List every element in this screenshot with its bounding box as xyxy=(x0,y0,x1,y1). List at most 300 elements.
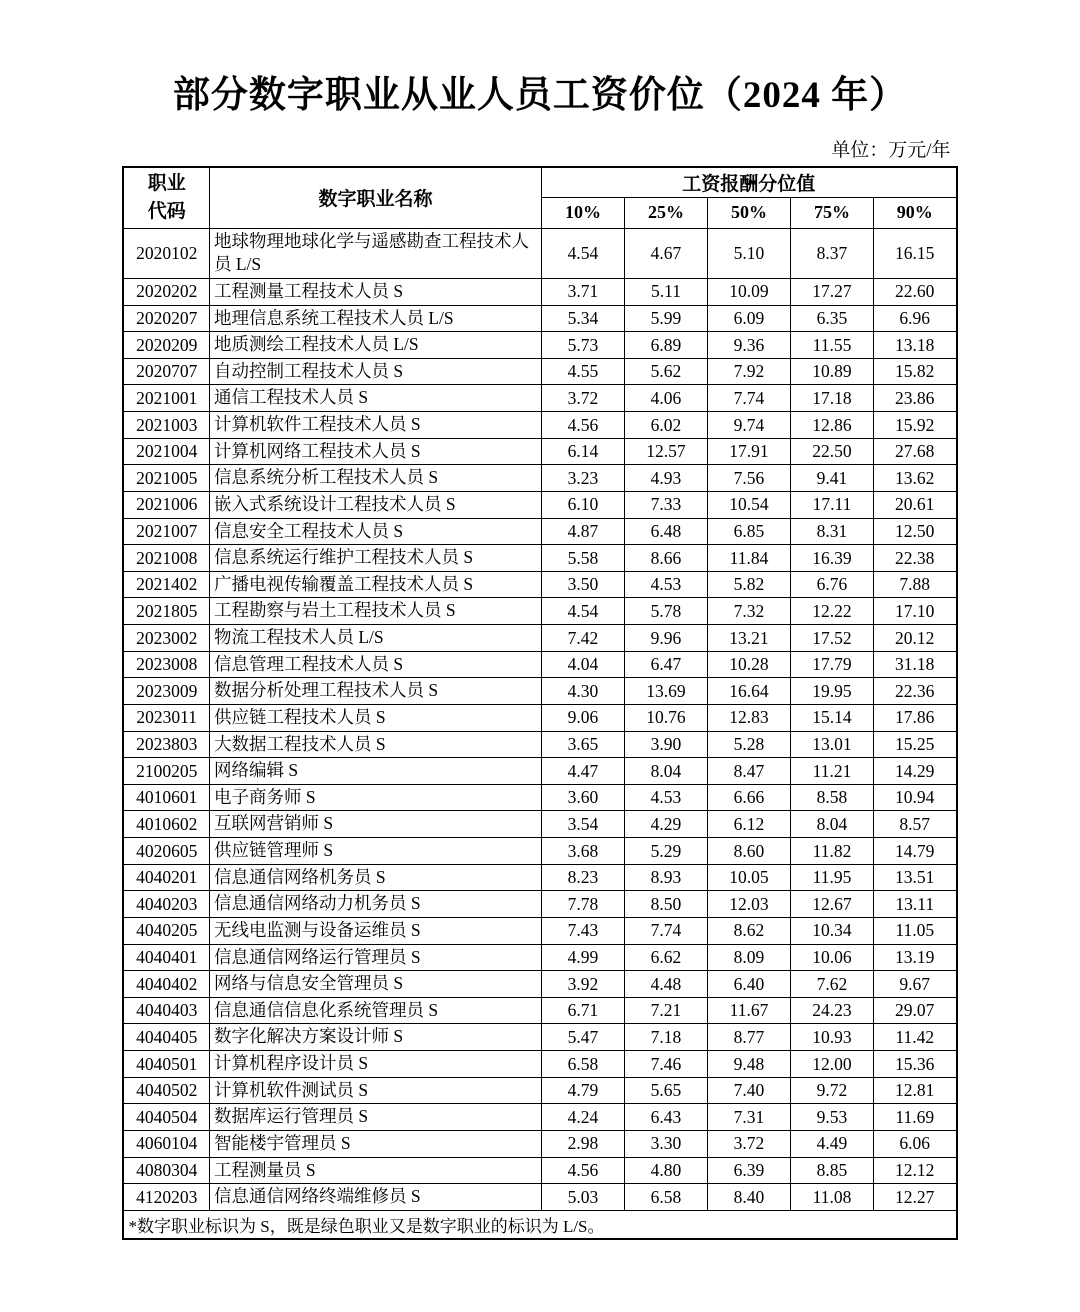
name-cell: 地质测绘工程技术人员 L/S xyxy=(209,332,541,359)
footnote-text: *数字职业标识为 S，既是绿色职业又是数字职业的标识为 L/S。 xyxy=(123,1210,956,1239)
table-row xyxy=(123,412,956,439)
value-cell: 8.57 xyxy=(873,811,956,838)
value-cell: 20.61 xyxy=(873,491,956,518)
value-cell: 8.85 xyxy=(790,1157,873,1184)
code-cell: 2021007 xyxy=(123,518,209,545)
code-cell: 4040203 xyxy=(123,891,209,918)
column-header-code-line2: 代码 xyxy=(147,200,186,222)
value-cell: 14.29 xyxy=(873,758,956,785)
table-row xyxy=(123,228,956,278)
name-cell: 信息通信网络机务员 S xyxy=(209,864,541,891)
table-row xyxy=(123,1184,956,1211)
value-cell: 6.09 xyxy=(707,305,790,332)
value-cell: 3.72 xyxy=(707,1130,790,1157)
table-row xyxy=(123,838,956,865)
value-cell: 16.64 xyxy=(707,678,790,705)
code-cell: 4040501 xyxy=(123,1051,209,1078)
code-cell: 4040504 xyxy=(123,1104,209,1131)
name-cell: 计算机程序设计员 S xyxy=(209,1051,541,1078)
value-cell: 31.18 xyxy=(873,651,956,678)
value-cell: 3.50 xyxy=(541,571,624,598)
table-row xyxy=(123,864,956,891)
value-cell: 5.47 xyxy=(541,1024,624,1051)
code-cell: 2020102 xyxy=(123,228,209,278)
value-cell: 7.78 xyxy=(541,891,624,918)
table-row xyxy=(123,1051,956,1078)
value-cell: 11.08 xyxy=(790,1184,873,1211)
value-cell: 7.56 xyxy=(707,465,790,492)
name-cell: 计算机软件测试员 S xyxy=(209,1077,541,1104)
name-cell: 供应链管理师 S xyxy=(209,838,541,865)
page-title: 部分数字职业从业人员工资价位（2024 年） xyxy=(172,75,908,116)
table-row xyxy=(123,1130,956,1157)
table-footer xyxy=(123,1210,956,1239)
value-cell: 29.07 xyxy=(873,997,956,1024)
table-row xyxy=(123,305,956,332)
value-cell: 4.79 xyxy=(541,1077,624,1104)
value-cell: 4.56 xyxy=(541,1157,624,1184)
value-cell: 8.31 xyxy=(790,518,873,545)
value-cell: 8.47 xyxy=(707,758,790,785)
value-cell: 3.60 xyxy=(541,784,624,811)
table-row xyxy=(123,678,956,705)
value-cell: 24.23 xyxy=(790,997,873,1024)
unit-label: 单位：万元/年 xyxy=(831,139,951,161)
column-header-p75: 75% xyxy=(790,197,873,228)
value-cell: 22.38 xyxy=(873,545,956,572)
value-cell: 22.36 xyxy=(873,678,956,705)
value-cell: 22.50 xyxy=(790,438,873,465)
value-cell: 13.21 xyxy=(707,625,790,652)
table-row xyxy=(123,997,956,1024)
value-cell: 6.96 xyxy=(873,305,956,332)
value-cell: 15.36 xyxy=(873,1051,956,1078)
value-cell: 7.33 xyxy=(624,491,707,518)
code-cell: 2021001 xyxy=(123,385,209,412)
code-cell: 4040205 xyxy=(123,917,209,944)
value-cell: 12.22 xyxy=(790,598,873,625)
value-cell: 4.06 xyxy=(624,385,707,412)
table-row xyxy=(123,784,956,811)
code-cell: 4040403 xyxy=(123,997,209,1024)
value-cell: 11.67 xyxy=(707,997,790,1024)
value-cell: 10.34 xyxy=(790,917,873,944)
code-cell: 2020209 xyxy=(123,332,209,359)
name-cell: 地球物理地球化学与遥感勘查工程技术人员 L/S xyxy=(209,228,541,278)
table-row xyxy=(123,518,956,545)
value-cell: 8.04 xyxy=(790,811,873,838)
value-cell: 8.04 xyxy=(624,758,707,785)
name-cell: 自动控制工程技术人员 S xyxy=(209,358,541,385)
value-cell: 5.62 xyxy=(624,358,707,385)
value-cell: 5.29 xyxy=(624,838,707,865)
value-cell: 4.80 xyxy=(624,1157,707,1184)
value-cell: 7.42 xyxy=(541,625,624,652)
value-cell: 4.54 xyxy=(541,598,624,625)
name-cell: 地理信息系统工程技术人员 L/S xyxy=(209,305,541,332)
value-cell: 4.54 xyxy=(541,228,624,278)
name-cell: 电子商务师 S xyxy=(209,784,541,811)
column-header-percentile-group: 工资报酬分位值 xyxy=(541,167,956,198)
name-cell: 计算机网络工程技术人员 S xyxy=(209,438,541,465)
value-cell: 6.12 xyxy=(707,811,790,838)
column-header-code-line1: 职业 xyxy=(147,173,186,195)
value-cell: 12.83 xyxy=(707,704,790,731)
name-cell: 数据分析处理工程技术人员 S xyxy=(209,678,541,705)
table-row xyxy=(123,278,956,305)
value-cell: 23.86 xyxy=(873,385,956,412)
name-cell: 信息安全工程技术人员 S xyxy=(209,518,541,545)
value-cell: 17.27 xyxy=(790,278,873,305)
name-cell: 网络与信息安全管理员 S xyxy=(209,971,541,998)
value-cell: 4.53 xyxy=(624,784,707,811)
value-cell: 6.43 xyxy=(624,1104,707,1131)
table-row xyxy=(123,891,956,918)
table-row xyxy=(123,358,956,385)
value-cell: 11.69 xyxy=(873,1104,956,1131)
code-cell: 4120203 xyxy=(123,1184,209,1211)
value-cell: 9.72 xyxy=(790,1077,873,1104)
value-cell: 12.03 xyxy=(707,891,790,918)
name-cell: 嵌入式系统设计工程技术人员 S xyxy=(209,491,541,518)
value-cell: 7.43 xyxy=(541,917,624,944)
name-cell: 广播电视传输覆盖工程技术人员 S xyxy=(209,571,541,598)
code-cell: 2023011 xyxy=(123,704,209,731)
code-cell: 4040405 xyxy=(123,1024,209,1051)
value-cell: 6.58 xyxy=(624,1184,707,1211)
value-cell: 9.48 xyxy=(707,1051,790,1078)
value-cell: 7.46 xyxy=(624,1051,707,1078)
value-cell: 3.72 xyxy=(541,385,624,412)
table-row xyxy=(123,651,956,678)
value-cell: 5.99 xyxy=(624,305,707,332)
value-cell: 16.15 xyxy=(873,228,956,278)
value-cell: 4.49 xyxy=(790,1130,873,1157)
value-cell: 7.74 xyxy=(707,385,790,412)
value-cell: 6.89 xyxy=(624,332,707,359)
value-cell: 10.28 xyxy=(707,651,790,678)
value-cell: 17.11 xyxy=(790,491,873,518)
value-cell: 6.06 xyxy=(873,1130,956,1157)
name-cell: 网络编辑 S xyxy=(209,758,541,785)
value-cell: 20.12 xyxy=(873,625,956,652)
value-cell: 8.58 xyxy=(790,784,873,811)
value-cell: 10.09 xyxy=(707,278,790,305)
name-cell: 工程勘察与岩土工程技术人员 S xyxy=(209,598,541,625)
name-cell: 数据库运行管理员 S xyxy=(209,1104,541,1131)
name-cell: 信息系统分析工程技术人员 S xyxy=(209,465,541,492)
table-row xyxy=(123,917,956,944)
code-cell: 4010602 xyxy=(123,811,209,838)
value-cell: 4.30 xyxy=(541,678,624,705)
value-cell: 7.40 xyxy=(707,1077,790,1104)
value-cell: 3.30 xyxy=(624,1130,707,1157)
value-cell: 12.12 xyxy=(873,1157,956,1184)
table-row xyxy=(123,385,956,412)
value-cell: 8.77 xyxy=(707,1024,790,1051)
value-cell: 12.00 xyxy=(790,1051,873,1078)
code-cell: 2021004 xyxy=(123,438,209,465)
name-cell: 信息通信网络终端维修员 S xyxy=(209,1184,541,1211)
value-cell: 7.92 xyxy=(707,358,790,385)
value-cell: 6.14 xyxy=(541,438,624,465)
value-cell: 8.66 xyxy=(624,545,707,572)
value-cell: 6.35 xyxy=(790,305,873,332)
value-cell: 12.57 xyxy=(624,438,707,465)
value-cell: 7.62 xyxy=(790,971,873,998)
code-cell: 2023002 xyxy=(123,625,209,652)
value-cell: 6.39 xyxy=(707,1157,790,1184)
value-cell: 4.48 xyxy=(624,971,707,998)
value-cell: 11.95 xyxy=(790,864,873,891)
value-cell: 3.54 xyxy=(541,811,624,838)
code-cell: 4020605 xyxy=(123,838,209,865)
value-cell: 11.55 xyxy=(790,332,873,359)
value-cell: 17.91 xyxy=(707,438,790,465)
footnote-row xyxy=(123,1210,956,1239)
value-cell: 2.98 xyxy=(541,1130,624,1157)
value-cell: 7.21 xyxy=(624,997,707,1024)
value-cell: 12.27 xyxy=(873,1184,956,1211)
code-cell: 2023803 xyxy=(123,731,209,758)
value-cell: 6.85 xyxy=(707,518,790,545)
value-cell: 13.51 xyxy=(873,864,956,891)
name-cell: 通信工程技术人员 S xyxy=(209,385,541,412)
value-cell: 6.10 xyxy=(541,491,624,518)
value-cell: 17.18 xyxy=(790,385,873,412)
value-cell: 4.47 xyxy=(541,758,624,785)
value-cell: 10.76 xyxy=(624,704,707,731)
code-cell: 4040401 xyxy=(123,944,209,971)
header-row-group xyxy=(123,167,956,198)
value-cell: 10.54 xyxy=(707,491,790,518)
code-cell: 4010601 xyxy=(123,784,209,811)
table-row xyxy=(123,625,956,652)
value-cell: 3.68 xyxy=(541,838,624,865)
value-cell: 3.65 xyxy=(541,731,624,758)
table-body xyxy=(123,228,956,1210)
value-cell: 5.58 xyxy=(541,545,624,572)
name-cell: 大数据工程技术人员 S xyxy=(209,731,541,758)
code-cell: 2021008 xyxy=(123,545,209,572)
name-cell: 物流工程技术人员 L/S xyxy=(209,625,541,652)
value-cell: 6.48 xyxy=(624,518,707,545)
code-cell: 2021005 xyxy=(123,465,209,492)
name-cell: 互联网营销师 S xyxy=(209,811,541,838)
value-cell: 27.68 xyxy=(873,438,956,465)
value-cell: 11.05 xyxy=(873,917,956,944)
value-cell: 8.50 xyxy=(624,891,707,918)
table-row xyxy=(123,944,956,971)
code-cell: 4040502 xyxy=(123,1077,209,1104)
code-cell: 4040402 xyxy=(123,971,209,998)
value-cell: 4.56 xyxy=(541,412,624,439)
value-cell: 6.71 xyxy=(541,997,624,1024)
value-cell: 8.62 xyxy=(707,917,790,944)
value-cell: 5.03 xyxy=(541,1184,624,1211)
value-cell: 7.32 xyxy=(707,598,790,625)
table-row xyxy=(123,971,956,998)
value-cell: 3.90 xyxy=(624,731,707,758)
value-cell: 5.82 xyxy=(707,571,790,598)
value-cell: 8.23 xyxy=(541,864,624,891)
column-header-code xyxy=(123,167,209,229)
column-header-p10: 10% xyxy=(541,197,624,228)
name-cell: 信息系统运行维护工程技术人员 S xyxy=(209,545,541,572)
table-row xyxy=(123,332,956,359)
table-row xyxy=(123,491,956,518)
value-cell: 7.74 xyxy=(624,917,707,944)
table-row xyxy=(123,1157,956,1184)
value-cell: 8.40 xyxy=(707,1184,790,1211)
table-row xyxy=(123,758,956,785)
value-cell: 10.93 xyxy=(790,1024,873,1051)
name-cell: 信息通信网络动力机务员 S xyxy=(209,891,541,918)
value-cell: 12.50 xyxy=(873,518,956,545)
value-cell: 4.99 xyxy=(541,944,624,971)
column-header-p90: 90% xyxy=(873,197,956,228)
value-cell: 11.82 xyxy=(790,838,873,865)
name-cell: 智能楼宇管理员 S xyxy=(209,1130,541,1157)
wage-table xyxy=(122,166,957,1240)
value-cell: 8.09 xyxy=(707,944,790,971)
value-cell: 9.96 xyxy=(624,625,707,652)
code-cell: 2021006 xyxy=(123,491,209,518)
table-row xyxy=(123,704,956,731)
value-cell: 10.05 xyxy=(707,864,790,891)
table-row xyxy=(123,811,956,838)
value-cell: 6.40 xyxy=(707,971,790,998)
value-cell: 5.28 xyxy=(707,731,790,758)
value-cell: 13.11 xyxy=(873,891,956,918)
name-cell: 计算机软件工程技术人员 S xyxy=(209,412,541,439)
value-cell: 6.58 xyxy=(541,1051,624,1078)
value-cell: 3.71 xyxy=(541,278,624,305)
value-cell: 12.81 xyxy=(873,1077,956,1104)
name-cell: 信息管理工程技术人员 S xyxy=(209,651,541,678)
value-cell: 10.06 xyxy=(790,944,873,971)
value-cell: 15.82 xyxy=(873,358,956,385)
value-cell: 11.84 xyxy=(707,545,790,572)
value-cell: 9.53 xyxy=(790,1104,873,1131)
value-cell: 15.25 xyxy=(873,731,956,758)
value-cell: 10.89 xyxy=(790,358,873,385)
value-cell: 6.02 xyxy=(624,412,707,439)
table-header xyxy=(123,167,956,229)
table-row xyxy=(123,1104,956,1131)
table-row xyxy=(123,1024,956,1051)
name-cell: 数字化解决方案设计师 S xyxy=(209,1024,541,1051)
value-cell: 13.69 xyxy=(624,678,707,705)
value-cell: 17.52 xyxy=(790,625,873,652)
value-cell: 17.79 xyxy=(790,651,873,678)
value-cell: 3.23 xyxy=(541,465,624,492)
code-cell: 2020707 xyxy=(123,358,209,385)
code-cell: 2020202 xyxy=(123,278,209,305)
code-cell: 2020207 xyxy=(123,305,209,332)
code-cell: 4080304 xyxy=(123,1157,209,1184)
value-cell: 22.60 xyxy=(873,278,956,305)
value-cell: 4.67 xyxy=(624,228,707,278)
value-cell: 19.95 xyxy=(790,678,873,705)
value-cell: 4.87 xyxy=(541,518,624,545)
column-header-p25: 25% xyxy=(624,197,707,228)
value-cell: 15.92 xyxy=(873,412,956,439)
value-cell: 13.18 xyxy=(873,332,956,359)
value-cell: 13.19 xyxy=(873,944,956,971)
value-cell: 4.29 xyxy=(624,811,707,838)
value-cell: 16.39 xyxy=(790,545,873,572)
value-cell: 9.36 xyxy=(707,332,790,359)
value-cell: 5.34 xyxy=(541,305,624,332)
name-cell: 供应链工程技术人员 S xyxy=(209,704,541,731)
value-cell: 4.53 xyxy=(624,571,707,598)
name-cell: 信息通信网络运行管理员 S xyxy=(209,944,541,971)
table-row xyxy=(123,1077,956,1104)
value-cell: 13.01 xyxy=(790,731,873,758)
value-cell: 9.74 xyxy=(707,412,790,439)
code-cell: 4060104 xyxy=(123,1130,209,1157)
table-row xyxy=(123,438,956,465)
code-cell: 2021003 xyxy=(123,412,209,439)
value-cell: 12.86 xyxy=(790,412,873,439)
name-cell: 信息通信信息化系统管理员 S xyxy=(209,997,541,1024)
value-cell: 8.60 xyxy=(707,838,790,865)
value-cell: 9.41 xyxy=(790,465,873,492)
name-cell: 工程测量员 S xyxy=(209,1157,541,1184)
value-cell: 6.66 xyxy=(707,784,790,811)
value-cell: 9.06 xyxy=(541,704,624,731)
value-cell: 5.10 xyxy=(707,228,790,278)
value-cell: 11.42 xyxy=(873,1024,956,1051)
value-cell: 4.24 xyxy=(541,1104,624,1131)
code-cell: 2023009 xyxy=(123,678,209,705)
value-cell: 12.67 xyxy=(790,891,873,918)
value-cell: 6.47 xyxy=(624,651,707,678)
value-cell: 6.62 xyxy=(624,944,707,971)
column-header-p50: 50% xyxy=(707,197,790,228)
value-cell: 17.86 xyxy=(873,704,956,731)
value-cell: 8.37 xyxy=(790,228,873,278)
table-row xyxy=(123,598,956,625)
value-cell: 17.10 xyxy=(873,598,956,625)
table-row xyxy=(123,465,956,492)
name-cell: 工程测量工程技术人员 S xyxy=(209,278,541,305)
table-row xyxy=(123,545,956,572)
value-cell: 4.04 xyxy=(541,651,624,678)
value-cell: 5.65 xyxy=(624,1077,707,1104)
value-cell: 9.67 xyxy=(873,971,956,998)
code-cell: 4040201 xyxy=(123,864,209,891)
value-cell: 13.62 xyxy=(873,465,956,492)
value-cell: 8.93 xyxy=(624,864,707,891)
value-cell: 7.31 xyxy=(707,1104,790,1131)
value-cell: 7.88 xyxy=(873,571,956,598)
code-cell: 2023008 xyxy=(123,651,209,678)
code-cell: 2100205 xyxy=(123,758,209,785)
value-cell: 6.76 xyxy=(790,571,873,598)
value-cell: 5.73 xyxy=(541,332,624,359)
value-cell: 5.11 xyxy=(624,278,707,305)
value-cell: 11.21 xyxy=(790,758,873,785)
value-cell: 10.94 xyxy=(873,784,956,811)
value-cell: 15.14 xyxy=(790,704,873,731)
column-header-name: 数字职业名称 xyxy=(209,167,541,229)
value-cell: 14.79 xyxy=(873,838,956,865)
value-cell: 5.78 xyxy=(624,598,707,625)
table-row xyxy=(123,731,956,758)
value-cell: 7.18 xyxy=(624,1024,707,1051)
